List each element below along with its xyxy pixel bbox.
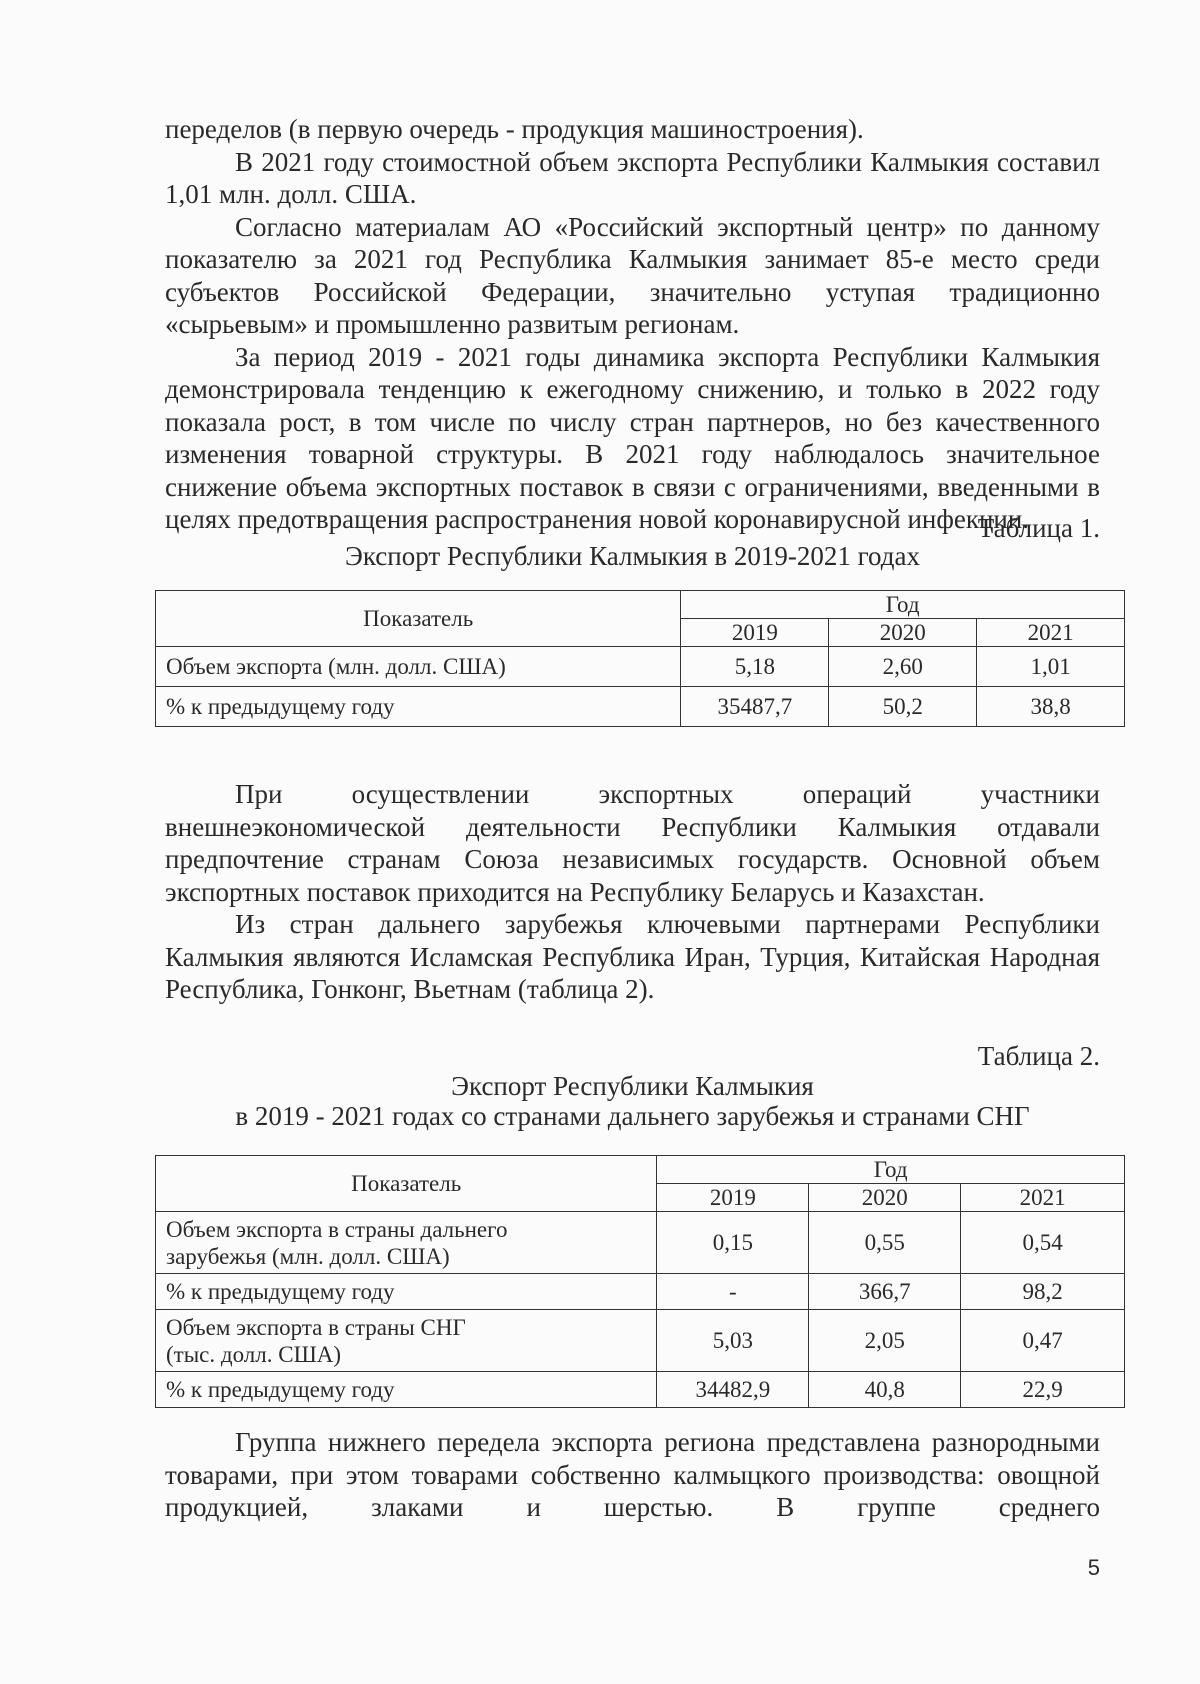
- table2-row2-value-2021: 98,2: [961, 1274, 1125, 1310]
- table2-row2-value-2020: 366,7: [809, 1274, 961, 1310]
- table1-row1-name: Объем экспорта (млн. долл. США): [156, 647, 681, 687]
- table2-row4-value-2021: 22,9: [961, 1372, 1125, 1408]
- table2-row4-name: % к предыдущему году: [156, 1372, 657, 1408]
- table2-label: Таблица 2.: [977, 1041, 1100, 1071]
- table1: [155, 590, 1125, 727]
- table1-row1-value-2020: 2,60: [829, 647, 977, 687]
- table1-row2-name: % к предыдущему году: [156, 687, 681, 727]
- table2-row4-value-2020: 40,8: [809, 1372, 961, 1408]
- table2-row1-name-line1: Объем экспорта в страны дальнего: [166, 1216, 508, 1242]
- table2-row1-value-2021: 0,54: [961, 1212, 1125, 1274]
- table2-row4-value-2019: 34482,9: [657, 1372, 809, 1408]
- table2-title-line1: Экспорт Республики Калмыкия: [451, 1071, 814, 1101]
- table-row: [156, 1274, 1125, 1310]
- table-row: [156, 1310, 1125, 1372]
- table2-row3-name-line2: (тыс. долл. США): [166, 1341, 342, 1367]
- table2-row3-name: [156, 1310, 657, 1372]
- closing-text: [165, 1426, 1100, 1524]
- table1-year-2019: 2019: [681, 619, 829, 647]
- table1-header-indicator: Показатель: [156, 591, 681, 647]
- table1-year-2020: 2020: [829, 619, 977, 647]
- table2-row2-name: % к предыдущему году: [156, 1274, 657, 1310]
- table1-title: Экспорт Республики Калмыкия в 2019-2021 годах: [345, 541, 920, 571]
- table2-header-year: Год: [657, 1156, 1125, 1184]
- table2-title-line2: в 2019 - 2021 годах со странами дальнего зарубежья и странами СНГ: [235, 1101, 1030, 1131]
- table2-year-2021: 2021: [961, 1184, 1125, 1212]
- table-row: [156, 1372, 1125, 1408]
- table1-row2-value-2021: 38,8: [977, 687, 1125, 727]
- intro-text: [165, 113, 1100, 536]
- intro-paragraph-3: Согласно материалам АО «Российский экспортный центр» по данному показателю за 2021 год Республика Калмыкия занимает 85-е место среди субъектов Российской Федерации, значительно уступая традиционно «сырьевым» и промышленно развитым регионам.: [165, 211, 1100, 339]
- table1-row1-value-2021: 1,01: [977, 647, 1125, 687]
- table2-row1-value-2019: 0,15: [657, 1212, 809, 1274]
- table2-row2-value-2019: -: [657, 1274, 809, 1310]
- table2-header-indicator: Показатель: [156, 1156, 657, 1212]
- table1-row1-value-2019: 5,18: [681, 647, 829, 687]
- middle-paragraph-2: Из стран дальнего зарубежья ключевыми партнерами Республики Калмыкия являются Исламская Республика Иран, Турция, Китайская Народная Республика, Гонконг, Вьетнам (таблица 2).: [165, 909, 1100, 1004]
- table1-header-year: Год: [681, 591, 1125, 619]
- table-row: [156, 647, 1125, 687]
- intro-paragraph-1: переделов (в первую очередь - продукция машиностроения).: [165, 114, 864, 144]
- page-number: 5: [1087, 1555, 1100, 1580]
- table-row: [156, 687, 1125, 727]
- table1-row2-value-2020: 50,2: [829, 687, 977, 727]
- table2-row1-name-line2: зарубежья (млн. долл. США): [166, 1243, 450, 1269]
- table-row: [156, 1212, 1125, 1274]
- table1-year-2021: 2021: [977, 619, 1125, 647]
- table1-row2-value-2019: 35487,7: [681, 687, 829, 727]
- closing-paragraph-1: Группа нижнего передела экспорта региона представлена разнородными товарами, при этом товарами собственно калмыцкого производства: овощной продукцией, злаками и шерстью. В группе среднего: [165, 1427, 1100, 1522]
- intro-paragraph-2: В 2021 году стоимостной объем экспорта Республики Калмыкия составил 1,01 млн. долл. США.: [165, 146, 1100, 209]
- table2-year-2019: 2019: [657, 1184, 809, 1212]
- table2-row3-value-2020: 2,05: [809, 1310, 961, 1372]
- table2-row1-value-2020: 0,55: [809, 1212, 961, 1274]
- table2-row3-value-2021: 0,47: [961, 1310, 1125, 1372]
- middle-paragraph-1: При осуществлении экспортных операций участники внешнеэкономической деятельности Республики Калмыкия отдавали предпочтение странам Союза независимых государств. Основной объем экспортных поставок приходится на Республику Беларусь и Казахстан.: [165, 779, 1100, 907]
- table2-year-2020: 2020: [809, 1184, 961, 1212]
- table2-row3-value-2019: 5,03: [657, 1310, 809, 1372]
- table2-row3-name-line1: Объем экспорта в страны СНГ: [166, 1314, 466, 1340]
- table2-row1-name: [156, 1212, 657, 1274]
- table1-label: Таблица 1.: [977, 513, 1100, 543]
- middle-text: [165, 778, 1100, 1006]
- table2: [155, 1155, 1125, 1408]
- intro-paragraph-4: За период 2019 - 2021 годы динамика экспорта Республики Калмыкия демонстрировала тенденцию к ежегодному снижению, и только в 2022 году показала рост, в том числе по числу стран партнеров, но без качественного изменения товарной структуры. В 2021 году наблюдалось значительное снижение объема экспортных поставок в связи с ограничениями, введенными в целях предотвращения распространения новой коронавирусной инфекции.: [165, 341, 1100, 534]
